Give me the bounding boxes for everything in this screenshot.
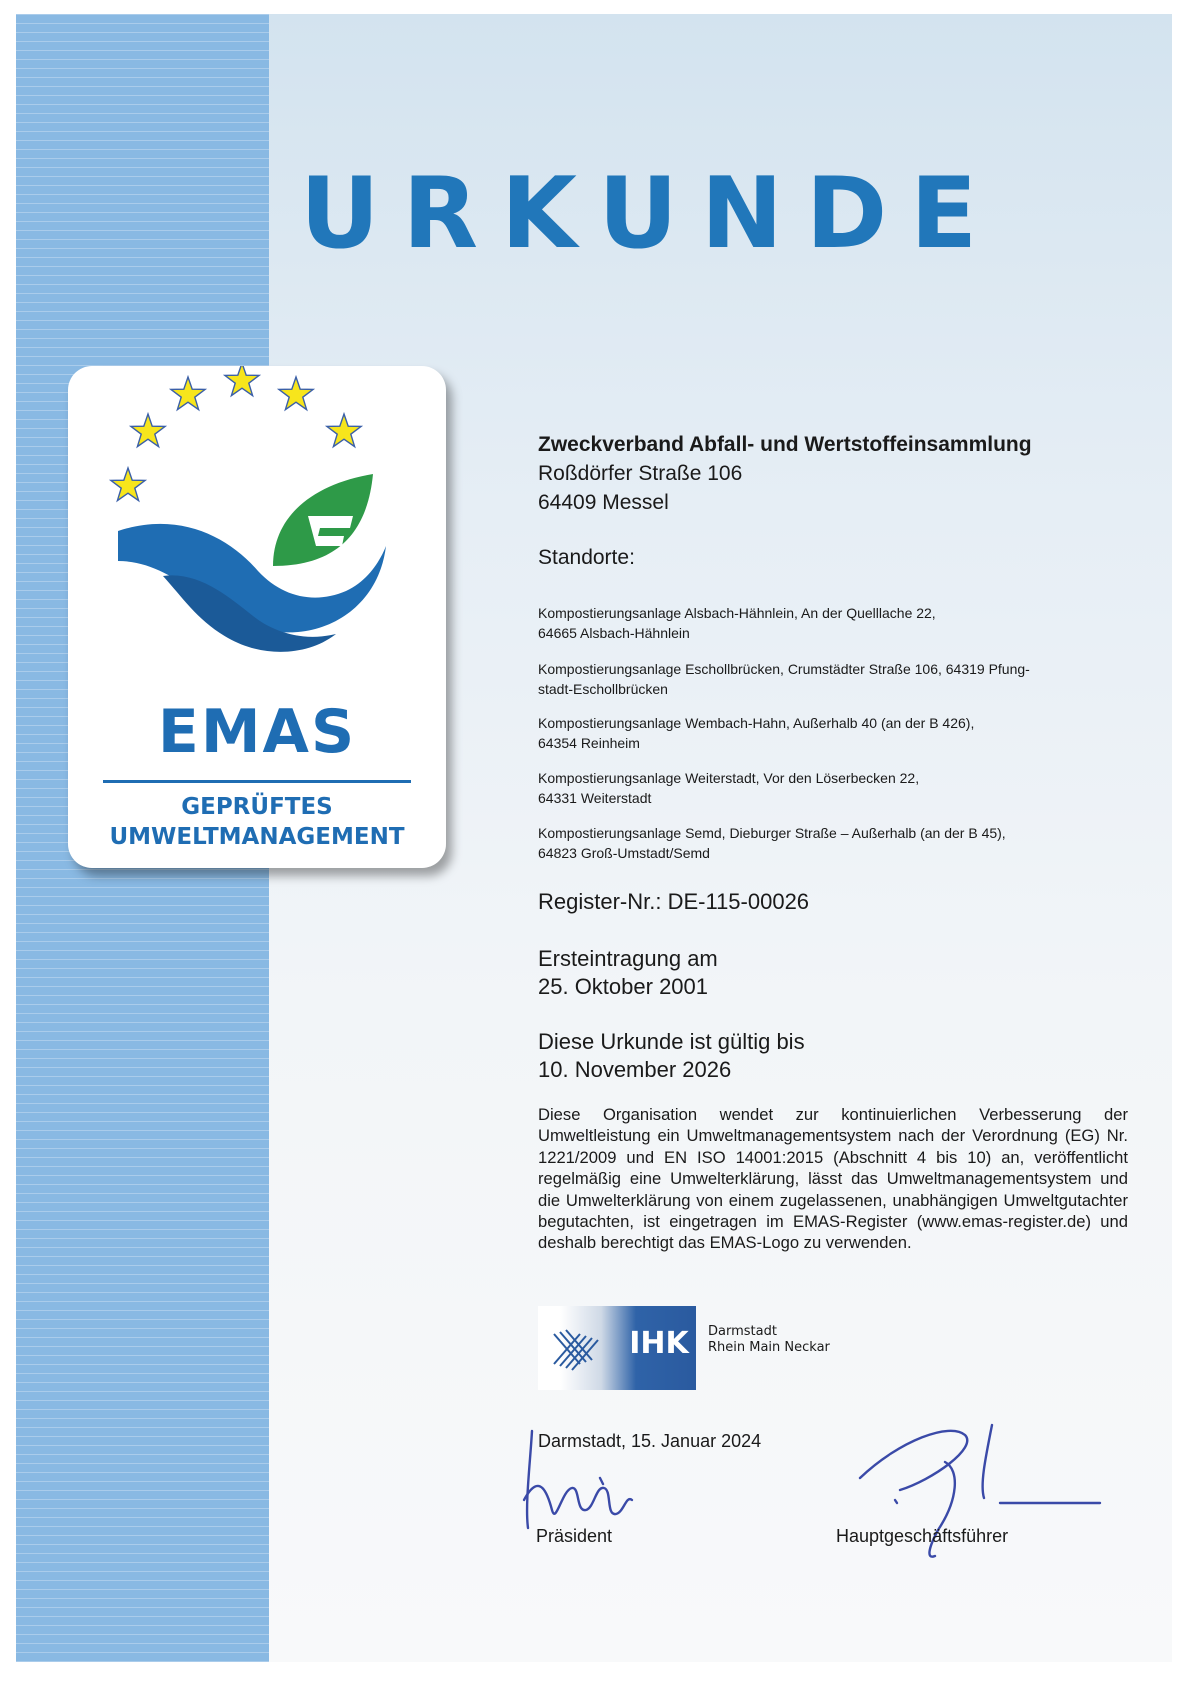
location-line: Kompostierungsanlage Eschollbrücken, Crumstädter Straße 106, 64319 Pfung- bbox=[538, 661, 1030, 677]
place-and-date: Darmstadt, 15. Januar 2024 bbox=[538, 1431, 762, 1451]
register-number: Register-Nr.: DE-115-00026 bbox=[538, 889, 810, 914]
ihk-city: Darmstadt bbox=[708, 1324, 777, 1339]
ihk-letters: IHK bbox=[629, 1326, 689, 1361]
location-line: Kompostierungsanlage Weiterstadt, Vor den Löserbecken 22, bbox=[538, 770, 920, 786]
signer-left-role: Präsident bbox=[536, 1526, 613, 1546]
organization-city: 64409 Messel bbox=[538, 491, 669, 514]
first-entry-date: 25. Oktober 2001 bbox=[538, 974, 709, 999]
ihk-region: Rhein Main Neckar bbox=[708, 1340, 830, 1355]
emas-wordmark: EMAS bbox=[157, 697, 357, 767]
first-entry-label: Ersteintragung am bbox=[538, 946, 718, 971]
signer-right-role: Hauptgeschäftsführer bbox=[836, 1526, 1009, 1546]
certificate-title: URKUNDE bbox=[300, 157, 1001, 271]
emas-subtitle-1: GEPRÜFTES bbox=[181, 794, 333, 820]
location-line: 64354 Reinheim bbox=[538, 735, 640, 751]
emas-subtitle-2: UMWELTMANAGEMENT bbox=[109, 824, 405, 850]
locations-label: Standorte: bbox=[538, 546, 635, 569]
location-line: Kompostierungsanlage Alsbach-Hähnlein, An der Quelllache 22, bbox=[538, 605, 936, 621]
location-line: 64331 Weiterstadt bbox=[538, 790, 652, 806]
location-line: 64823 Groß-Umstadt/Semd bbox=[538, 845, 710, 861]
location-line: Kompostierungsanlage Wembach-Hahn, Außerhalb 40 (an der B 426), bbox=[538, 715, 975, 731]
organization-street: Roßdörfer Straße 106 bbox=[538, 462, 743, 485]
location-line: stadt-Eschollbrücken bbox=[538, 681, 668, 697]
valid-until-label: Diese Urkunde ist gültig bis bbox=[538, 1029, 805, 1054]
certificate-statement: Diese Organisation wendet zur kontinuierlichen Verbesserung der Umweltleistung ein Umweltmanagementsystem nach der Verordnung (EG) Nr. 1221/2009 und EN ISO 14001:2015 (Abschnitt 4 bis 10) an, veröffentlicht regelmäßig eine Umwelterklärung, lässt das Umweltmanagementsystem und die Umwelterklärung von einem zugelassenen, unabhängigen Umweltgutachter begutachten, ist eingetragen im EMAS-Register (www.emas-register.de) und deshalb berechtigt das EMAS-Logo zu verwenden. bbox=[538, 1105, 1128, 1253]
organization-name: Zweckverband Abfall- und Wertstoffeinsammlung bbox=[538, 433, 1032, 456]
location-line: 64665 Alsbach-Hähnlein bbox=[538, 625, 690, 641]
valid-until-date: 10. November 2026 bbox=[538, 1057, 732, 1082]
location-line: Kompostierungsanlage Semd, Dieburger Straße – Außerhalb (an der B 45), bbox=[538, 825, 1006, 841]
